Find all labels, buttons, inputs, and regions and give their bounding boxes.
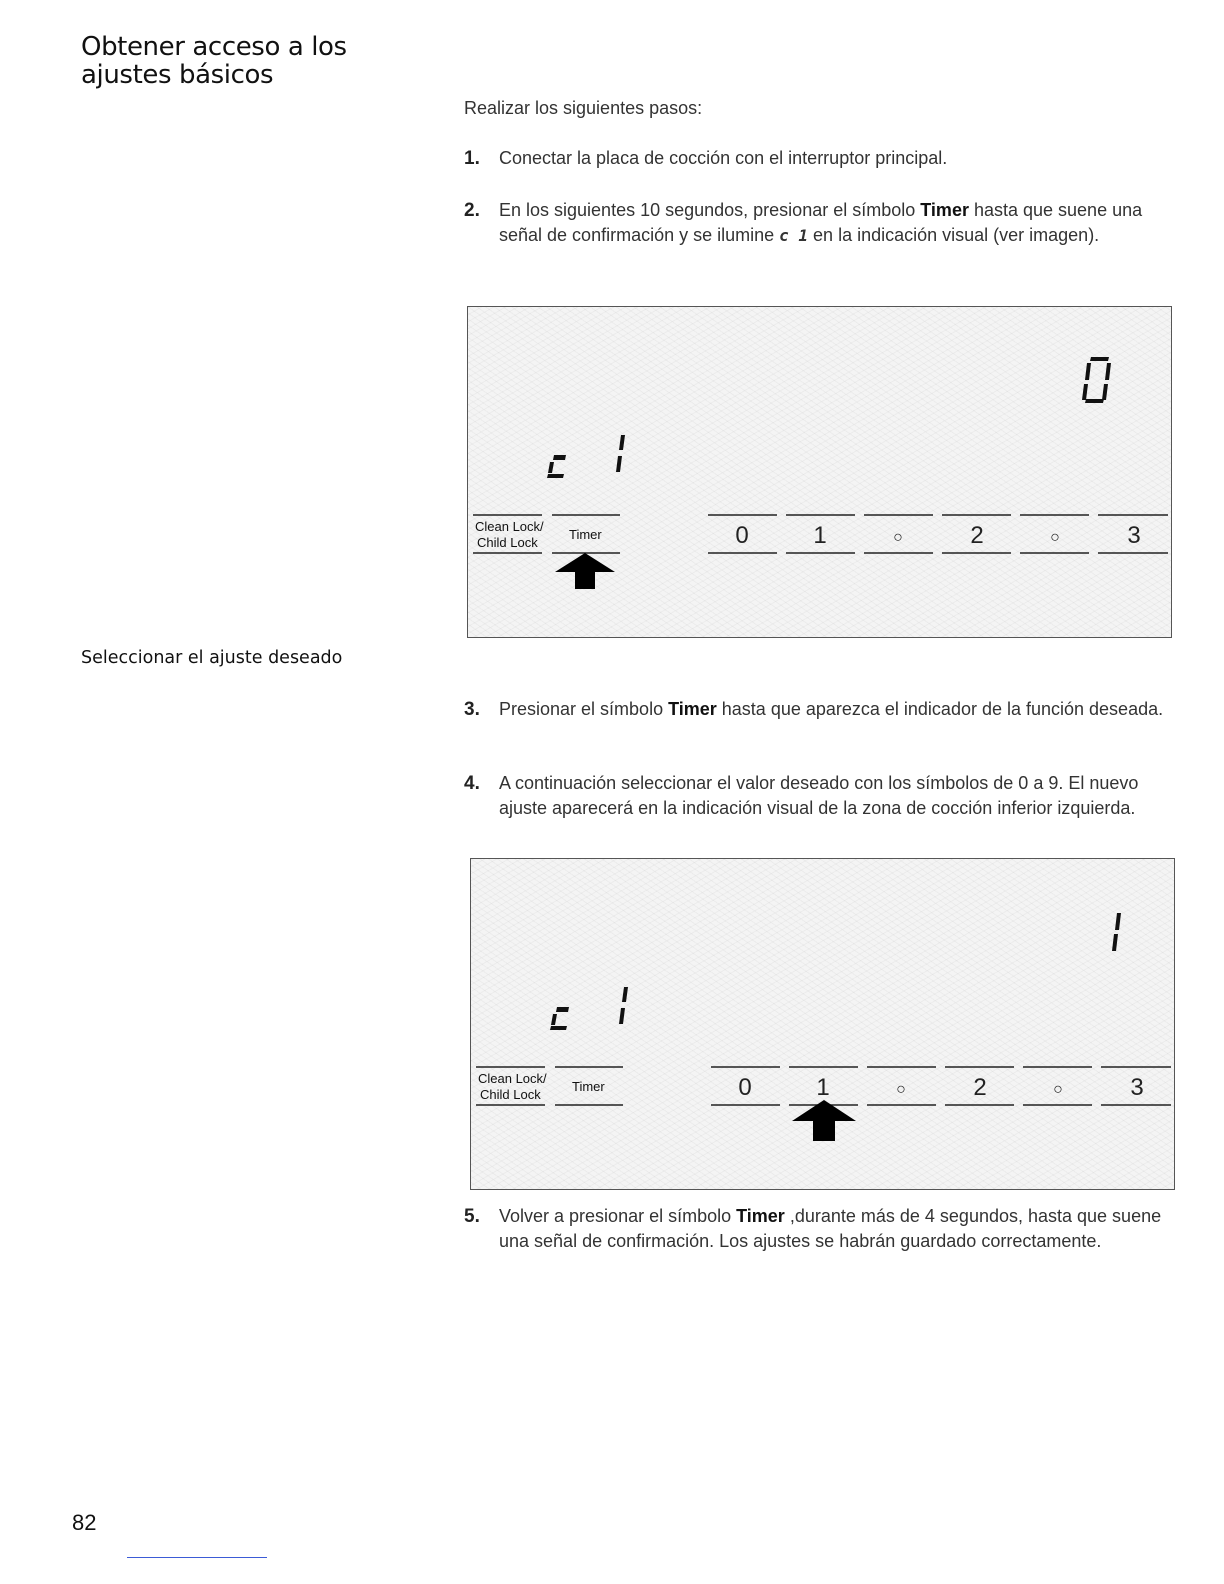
- step-number: 1.: [464, 148, 480, 169]
- key-3: 3: [1127, 522, 1141, 549]
- key-dot: ○: [1050, 529, 1060, 546]
- intro-text: Realizar los siguientes pasos:: [464, 98, 703, 118]
- step-text-part: hasta que aparezca el indicador de la función deseada.: [716, 699, 1164, 719]
- step-2: [464, 198, 1184, 248]
- page-number: 82: [72, 1510, 97, 1535]
- step-number: 3.: [464, 699, 480, 720]
- step-number: 2.: [464, 200, 480, 221]
- key-1: 1: [813, 522, 827, 549]
- step-text-part: hasta que suene una señal de confirmación y se ilumine: [499, 200, 1143, 245]
- seven-segment-c1: [547, 435, 625, 478]
- step-3: [464, 697, 1184, 722]
- cooktop-display-panel-1: [467, 306, 1172, 638]
- footer-rule: [127, 1557, 267, 1558]
- up-arrow-icon: [792, 1100, 856, 1141]
- cooktop-display-panel-2: [470, 858, 1175, 1190]
- key-2: 2: [973, 1074, 987, 1101]
- key-1: 1: [816, 1074, 830, 1101]
- subsection-heading: Seleccionar el ajuste deseado: [81, 648, 343, 668]
- section-heading: Obtener acceso a los ajustes básicos: [81, 32, 347, 90]
- step-text: A continuación seleccionar el valor deseado con los símbolos de 0 a 9. El nuevo ajuste aparecerá en la indicación visual de la zona de cocción inferior izquierda.: [499, 773, 1139, 818]
- child-lock-label: Child Lock: [477, 535, 538, 550]
- panel-illustration: [468, 307, 1171, 637]
- key-0: 0: [738, 1074, 752, 1101]
- child-lock-label: Child Lock: [480, 1087, 541, 1102]
- clean-lock-label: Clean Lock/: [478, 1071, 547, 1086]
- key-dot: ○: [1053, 1081, 1063, 1098]
- panel-illustration: [471, 859, 1174, 1189]
- step-text: Conectar la placa de cocción con el interruptor principal.: [499, 148, 948, 168]
- key-0: 0: [735, 522, 749, 549]
- step-text-part: ,durante más de 4 segundos, hasta que suene una señal de confirmación. Los ajustes se habrán guardado correctamente.: [499, 1206, 1162, 1251]
- timer-term: Timer: [668, 699, 717, 719]
- clean-lock-label: Clean Lock/: [475, 519, 544, 534]
- display-code: c 1: [779, 226, 809, 245]
- timer-button-label: Timer: [572, 1079, 605, 1094]
- step-text: [499, 198, 1184, 248]
- step-5: [464, 1204, 1184, 1254]
- step-text: [499, 1204, 1184, 1254]
- step-text-part: Presionar el símbolo: [499, 699, 669, 719]
- step-text: [499, 697, 1184, 722]
- key-dot: ○: [893, 529, 903, 546]
- timer-button-label: Timer: [569, 527, 602, 542]
- step-text-part: Volver a presionar el símbolo: [499, 1206, 737, 1226]
- seven-segment-c1: [550, 987, 628, 1030]
- key-dot: ○: [896, 1081, 906, 1098]
- seven-segment-right: [1082, 357, 1111, 403]
- step-text-part: En los siguientes 10 segundos, presionar el símbolo: [499, 200, 921, 220]
- key-3: 3: [1130, 1074, 1144, 1101]
- key-2: 2: [970, 522, 984, 549]
- seven-segment-right: [1112, 913, 1121, 951]
- step-1: [464, 146, 1184, 171]
- timer-term: Timer: [920, 200, 969, 220]
- step-text-part: en la indicación visual (ver imagen).: [808, 225, 1100, 245]
- step-4: [464, 771, 1184, 821]
- timer-term: Timer: [736, 1206, 785, 1226]
- up-arrow-icon: [555, 553, 615, 589]
- step-number: 4.: [464, 773, 480, 794]
- step-number: 5.: [464, 1206, 480, 1227]
